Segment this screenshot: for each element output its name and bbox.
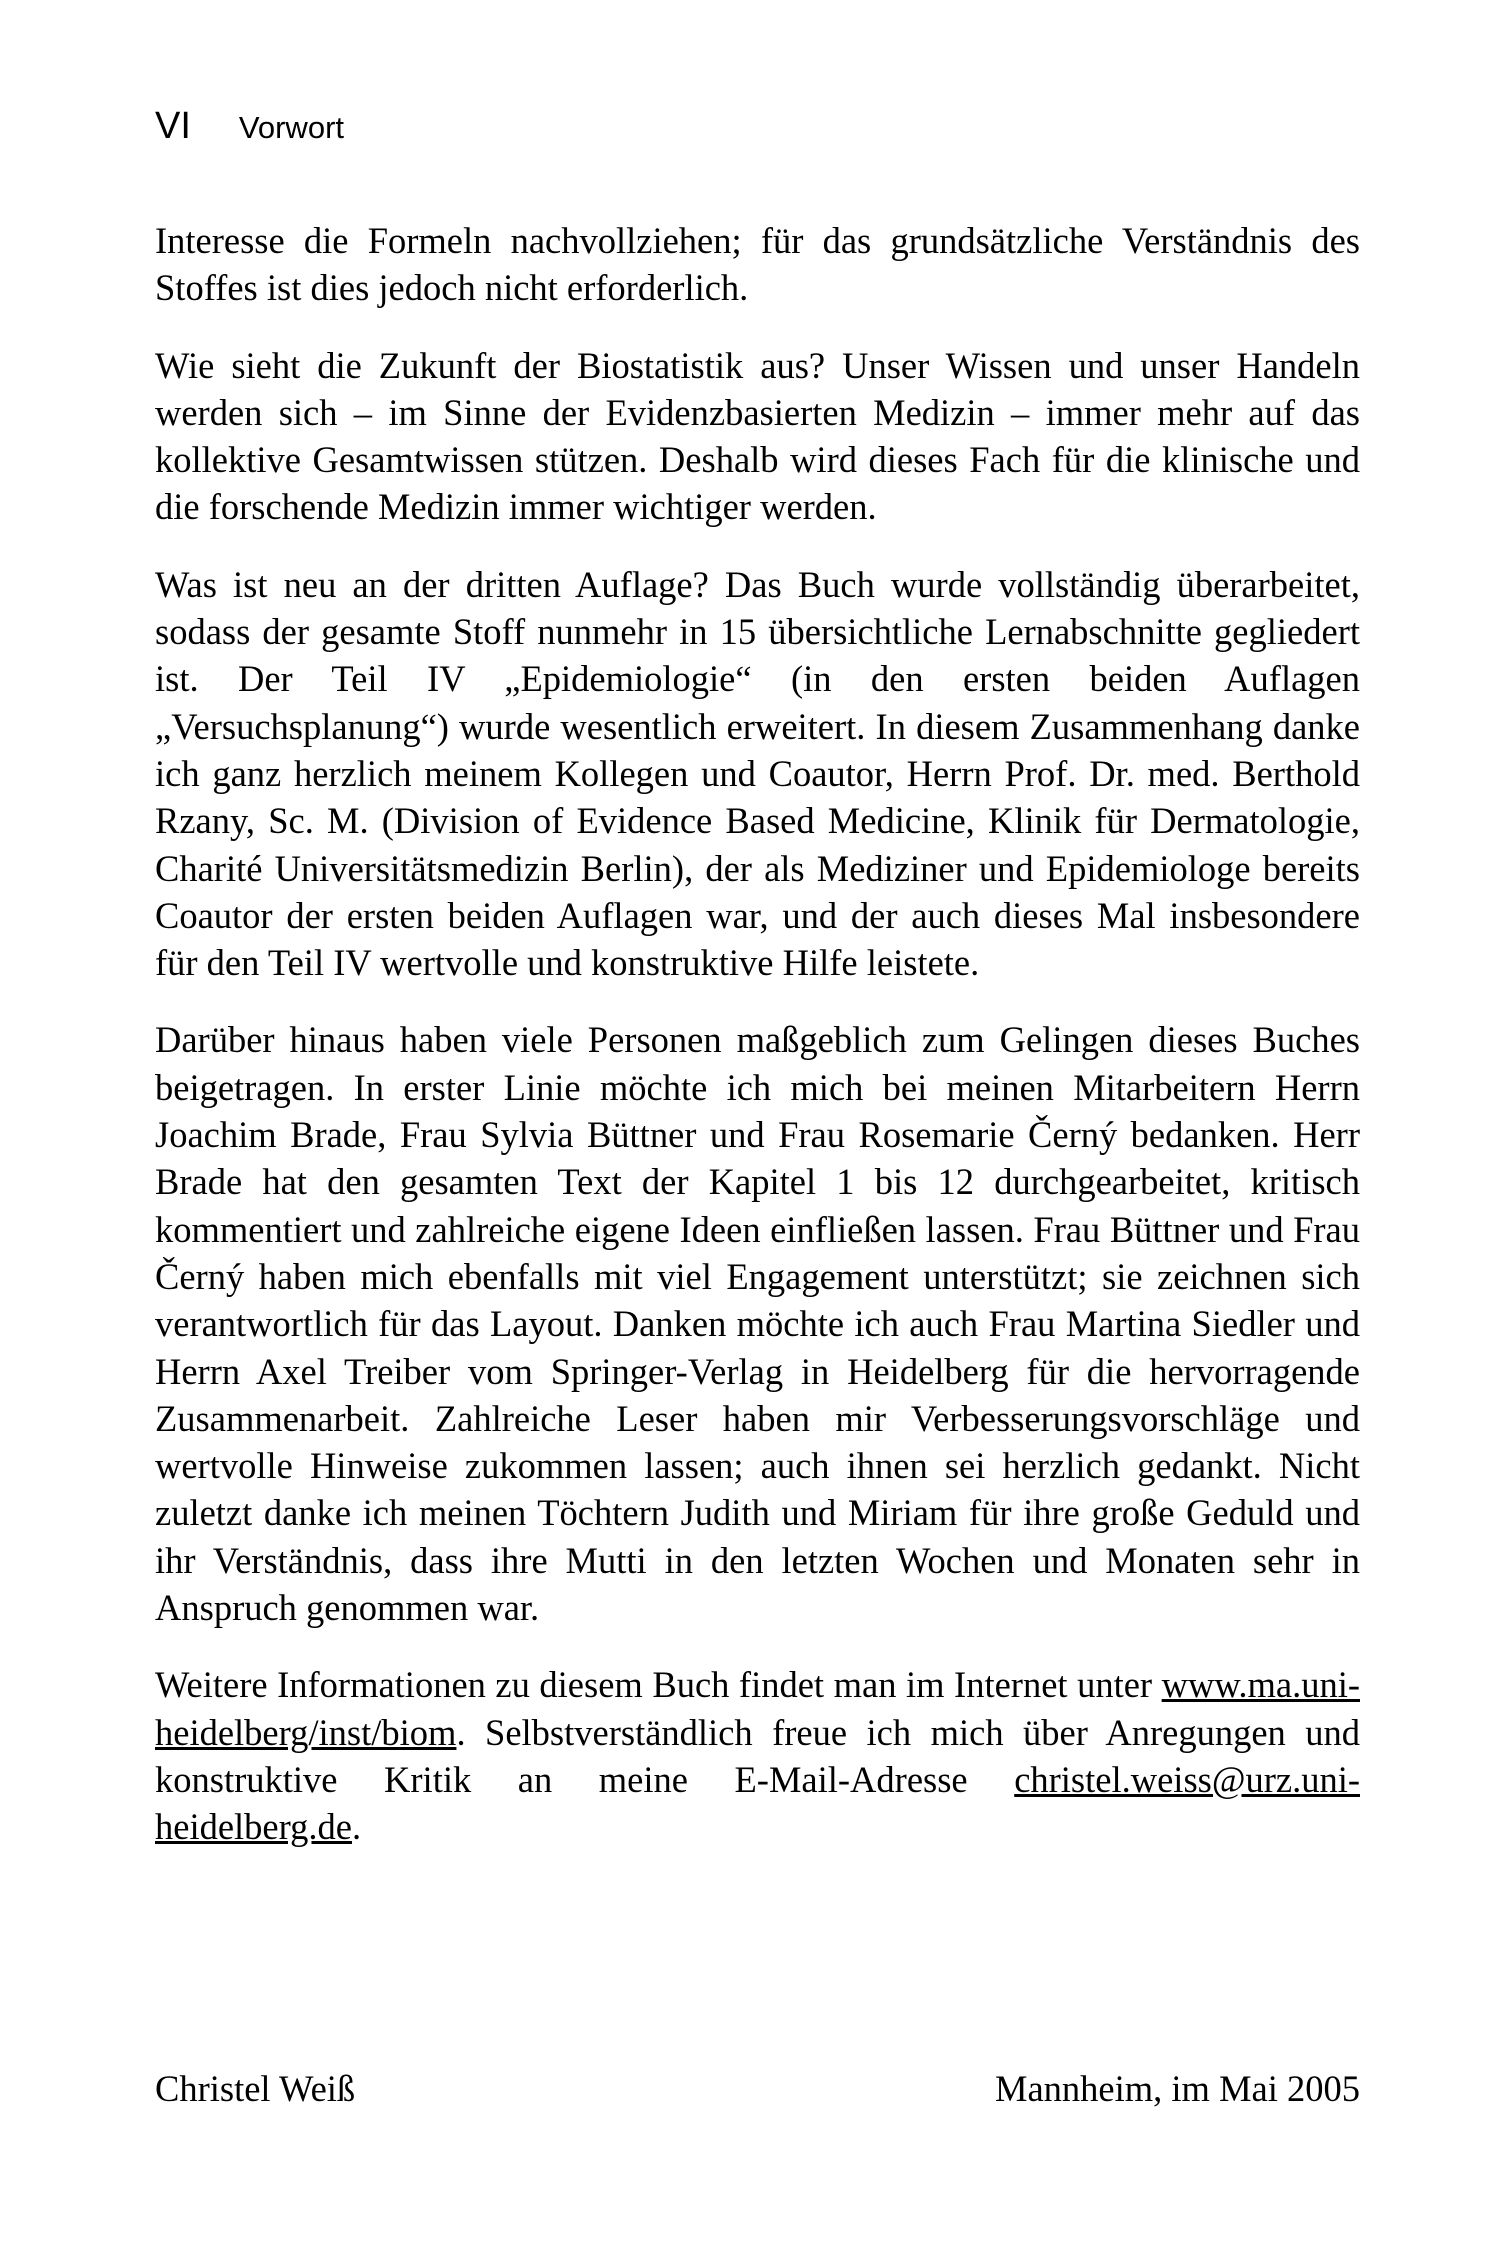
contact-text-c: . xyxy=(351,1806,362,1848)
contact-text-a: Weitere Informationen zu diesem Buch findet man im Internet unter xyxy=(155,1664,1162,1706)
email-link[interactable]: christel.weiss@urz.uni-heidelberg.de xyxy=(155,1758,1360,1848)
paragraph-third-edition: Was ist neu an der dritten Auflage? Das Buch wurde vollständig überarbeitet, sodass der gesamte Stoff nunmehr in 15 übersichtliche Lernabschnitte gegliedert ist. Der Teil IV „Epidemiologie“ (in den ersten beiden Auflagen „Versuchsplanung“) wurde wesentlich erweitert. In diesem Zusammenhang danke ich ganz herzlich meinem Kollegen und Coautor, Herrn Prof. Dr. med. Berthold Rzany, Sc. M. (Division of Evidence Based Medicine, Klinik für Dermatologie, Charité Universitätsmedizin Berlin), der als Mediziner und Epidemiologe bereits Coautor der ersten beiden Auflagen war, und der auch dieses Mal insbesondere für den Teil IV wertvolle und konstruktive Hilfe leistete. xyxy=(155,563,1360,984)
page-number: VI xyxy=(155,105,191,147)
section-title: Vorwort xyxy=(238,110,345,145)
paragraph-future: Wie sieht die Zukunft der Biostatistik aus? Unser Wissen und unser Handeln werden sich – im Sinne der Evidenzbasierten Medizin – immer mehr auf das kollektive Gesamtwissen stützen. Deshalb wird dieses Fach für die klinische und die forschende Medizin immer wichtiger werden. xyxy=(155,344,1360,528)
place-date: Mannheim, im Mai 2005 xyxy=(995,2068,1360,2109)
paragraph-formulas: Interesse die Formeln nachvollziehen; für das grundsätzliche Verständnis des Stoffes ist dies jedoch nicht erforderlich. xyxy=(155,220,1360,309)
website-link[interactable]: www.ma.uni-heidelberg/inst/biom xyxy=(155,1664,1360,1753)
paragraph-contact xyxy=(155,1661,1360,1850)
body-text xyxy=(155,217,1360,1851)
paragraph-acknowledgements: Darüber hinaus haben viele Personen maßgeblich zum Gelingen dieses Buches beigetragen. In erster Linie möchte ich mich bei meinen Mitarbeitern Herrn Joachim Brade, Frau Sylvia Büttner und Frau Rosemarie Černý bedanken. Herr Brade hat den gesamten Text der Kapitel 1 bis 12 durchgearbeitet, kritisch kommentiert und zahlreiche eigene Ideen einfließen lassen. Frau Büttner und Frau Černý haben mich ebenfalls mit viel Engagement unterstützt; sie zeichnen sich verantwortlich für das Layout. Danken möchte ich auch Frau Martina Siedler und Herrn Axel Treiber vom Springer-Verlag in Heidelberg für die hervorragende Zusammenarbeit. Zahlreiche Leser haben mir Verbesserungsvorschläge und wertvolle Hinweise zukommen lassen; auch ihnen sei herzlich gedankt. Nicht zuletzt danke ich meinen Töchtern Judith und Miriam für ihre große Geduld und ihr Verständnis, dass ihre Mutti in den letzten Wochen und Monaten sehr in Anspruch genommen war. xyxy=(155,1019,1360,1629)
book-page xyxy=(155,105,1360,2185)
running-head xyxy=(155,105,1360,165)
contact-text-b: . Selbstverständlich freue ich mich über Anregungen und konstruktive Kritik an meine E-Mail-Adresse xyxy=(155,1711,1360,1800)
signature-row xyxy=(155,2065,1360,2112)
author-name: Christel Weiß xyxy=(155,2068,356,2109)
